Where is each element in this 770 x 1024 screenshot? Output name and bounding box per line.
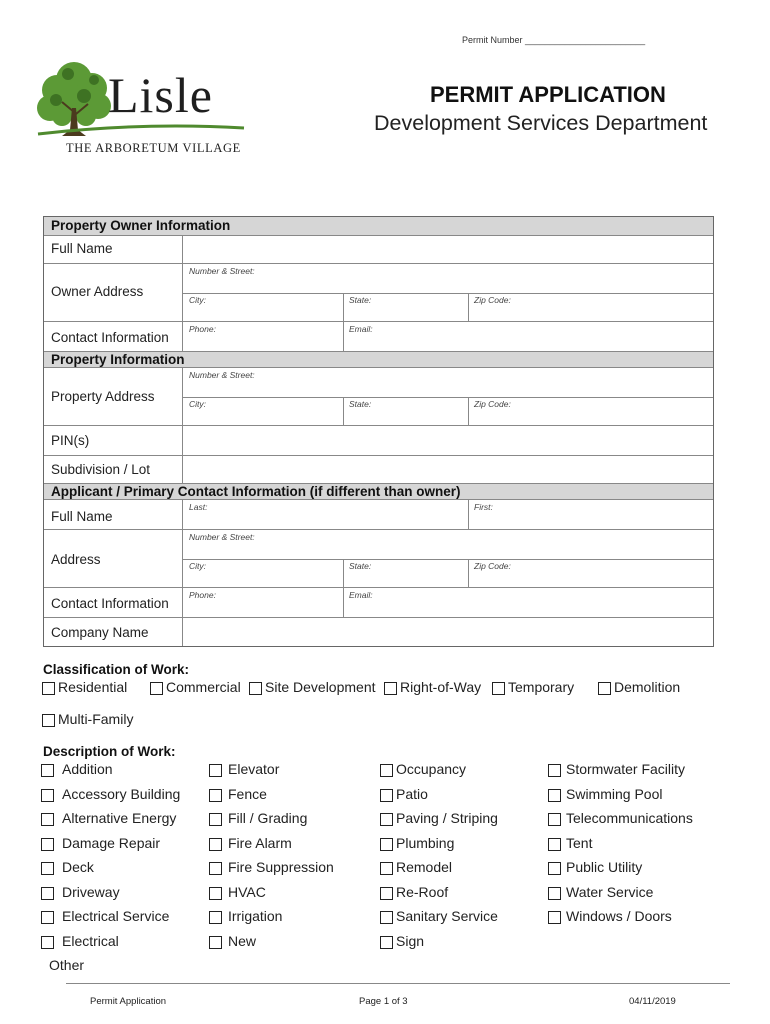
footer-divider <box>66 983 730 984</box>
checkbox-label-fill-grading: Fill / Grading <box>228 810 308 826</box>
state-sublabel: State: <box>349 399 372 409</box>
applicant-full-name-row <box>44 499 713 529</box>
checkbox-accessory-building[interactable] <box>41 789 54 802</box>
email-sublabel: Email: <box>349 590 373 600</box>
checkbox-label-hvac: HVAC <box>228 884 266 900</box>
checkbox-site-development[interactable] <box>249 682 262 695</box>
checkbox-label-windows-doors: Windows / Doors <box>566 908 672 924</box>
owner-full-name-input[interactable] <box>182 236 713 263</box>
checkbox-label-occupancy: Occupancy <box>396 761 467 777</box>
checkbox-label-remodel: Remodel <box>396 859 453 875</box>
footer-date: 04/11/2019 <box>629 996 676 1007</box>
email-sublabel: Email: <box>349 324 373 334</box>
owner-contact-label: Contact Information <box>51 330 169 345</box>
street-sublabel: Number & Street: <box>189 370 255 380</box>
section-owner-info: Property Owner Information <box>44 217 713 235</box>
property-address-row <box>44 367 713 425</box>
street-sublabel: Number & Street: <box>189 532 255 542</box>
checkbox-demolition[interactable] <box>598 682 611 695</box>
checkbox-label-new: New <box>228 933 257 949</box>
checkbox-addition[interactable] <box>41 764 54 777</box>
footer-page-number: Page 1 of 3 <box>359 996 408 1007</box>
checkbox-new[interactable] <box>209 936 222 949</box>
checkbox-label-residential: Residential <box>58 679 128 695</box>
street-sublabel: Number & Street: <box>189 266 255 276</box>
owner-address-label: Owner Address <box>51 284 144 299</box>
checkbox-label-addition: Addition <box>62 761 113 777</box>
logo-tagline: THE ARBORETUM VILLAGE <box>66 141 241 155</box>
logo-wordmark: Lisle <box>108 67 213 123</box>
applicant-city-state-zip <box>182 559 713 588</box>
checkbox-label-damage-repair: Damage Repair <box>62 835 161 851</box>
checkbox-windows-doors[interactable] <box>548 911 561 924</box>
checkbox-electrical-service[interactable] <box>41 911 54 924</box>
checkbox-label-elevator: Elevator <box>228 761 280 777</box>
description-title: Description of Work: <box>43 744 176 759</box>
checkbox-fence[interactable] <box>209 789 222 802</box>
checkbox-label-telecommunications: Telecommunications <box>566 810 693 826</box>
checkbox-multi-family[interactable] <box>42 714 55 727</box>
checkbox-deck[interactable] <box>41 862 54 875</box>
checkbox-water-service[interactable] <box>548 887 561 900</box>
pins-row <box>44 425 713 455</box>
classification-title: Classification of Work: <box>43 662 190 677</box>
property-street-input[interactable] <box>182 368 713 397</box>
checkbox-label-fire-suppression: Fire Suppression <box>228 859 334 875</box>
checkbox-label-electrical-service: Electrical Service <box>62 908 170 924</box>
other-label: Other <box>49 957 85 973</box>
checkbox-label-patio: Patio <box>396 786 428 802</box>
applicant-contact-row <box>44 587 713 617</box>
checkbox-plumbing[interactable] <box>380 838 393 851</box>
checkbox-swimming-pool[interactable] <box>548 789 561 802</box>
state-sublabel: State: <box>349 295 372 305</box>
owner-full-name-row <box>44 235 713 263</box>
page-title: PERMIT APPLICATION <box>430 82 666 107</box>
checkbox-label-swimming-pool: Swimming Pool <box>566 786 663 802</box>
section-property-info: Property Information <box>44 351 713 367</box>
checkbox-alternative-energy[interactable] <box>41 813 54 826</box>
checkbox-label-re-roof: Re-Roof <box>396 884 449 900</box>
checkbox-label-temporary: Temporary <box>508 679 575 695</box>
checkbox-commercial[interactable] <box>150 682 163 695</box>
owner-phone-email[interactable] <box>182 322 713 351</box>
checkbox-label-driveway: Driveway <box>62 884 120 900</box>
permit-form-table <box>43 216 714 647</box>
page-subtitle: Development Services Department <box>374 111 708 135</box>
footer-doc-name: Permit Application <box>90 996 167 1007</box>
applicant-phone-email[interactable] <box>182 588 713 617</box>
checkbox-paving-striping[interactable] <box>380 813 393 826</box>
checkbox-label-irrigation: Irrigation <box>228 908 283 924</box>
checkbox-public-utility[interactable] <box>548 862 561 875</box>
checkbox-elevator[interactable] <box>209 764 222 777</box>
state-sublabel: State: <box>349 561 372 571</box>
checkbox-residential[interactable] <box>42 682 55 695</box>
checkbox-remodel[interactable] <box>380 862 393 875</box>
checkbox-fire-alarm[interactable] <box>209 838 222 851</box>
zip-sublabel: Zip Code: <box>474 399 511 409</box>
permit-number-field[interactable]: Permit Number ________________________ <box>462 35 646 45</box>
company-name-input[interactable] <box>182 618 713 646</box>
checkbox-label-site-development: Site Development <box>265 679 376 695</box>
checkbox-label-sanitary-service: Sanitary Service <box>396 908 498 924</box>
last-sublabel: Last: <box>189 502 208 512</box>
checkbox-label-electrical: Electrical <box>62 933 119 949</box>
checkbox-label-commercial: Commercial <box>166 679 241 695</box>
checkbox-temporary[interactable] <box>492 682 505 695</box>
owner-contact-row <box>44 321 713 351</box>
subdivision-row <box>44 455 713 483</box>
city-sublabel: City: <box>189 561 206 571</box>
subdivision-label: Subdivision / Lot <box>51 462 151 477</box>
section-applicant-info: Applicant / Primary Contact Information (if different than owner) <box>44 483 713 499</box>
owner-street-input[interactable] <box>182 264 713 293</box>
village-logo <box>32 52 252 160</box>
checkbox-label-accessory-building: Accessory Building <box>62 786 181 802</box>
checkbox-label-demolition: Demolition <box>614 679 681 695</box>
checkbox-label-paving-striping: Paving / Striping <box>396 810 498 826</box>
phone-sublabel: Phone: <box>189 590 216 600</box>
checkbox-electrical[interactable] <box>41 936 54 949</box>
checkbox-label-right-of-way: Right-of-Way <box>400 679 482 695</box>
company-name-label: Company Name <box>51 625 149 640</box>
company-name-row <box>44 617 713 646</box>
checkbox-re-roof[interactable] <box>380 887 393 900</box>
checkbox-label-multi-family: Multi-Family <box>58 711 134 727</box>
checkbox-label-tent: Tent <box>566 835 593 851</box>
city-sublabel: City: <box>189 399 206 409</box>
applicant-street-input[interactable] <box>182 530 713 559</box>
applicant-name-input[interactable] <box>182 500 713 529</box>
property-city-state-zip <box>182 397 713 426</box>
owner-full-name-label: Full Name <box>51 241 113 256</box>
checkbox-label-water-service: Water Service <box>566 884 654 900</box>
checkbox-label-plumbing: Plumbing <box>396 835 455 851</box>
owner-address-row <box>44 263 713 321</box>
checkbox-label-deck: Deck <box>62 859 94 875</box>
pins-input[interactable] <box>182 426 713 455</box>
city-sublabel: City: <box>189 295 206 305</box>
checkbox-driveway[interactable] <box>41 887 54 900</box>
zip-sublabel: Zip Code: <box>474 561 511 571</box>
checkbox-stormwater-facility[interactable] <box>548 764 561 777</box>
applicant-address-row <box>44 529 713 587</box>
first-sublabel: First: <box>474 502 493 512</box>
checkbox-label-fence: Fence <box>228 786 267 802</box>
pins-label: PIN(s) <box>51 433 90 448</box>
checkbox-label-stormwater-facility: Stormwater Facility <box>566 761 686 777</box>
checkbox-irrigation[interactable] <box>209 911 222 924</box>
checkbox-sanitary-service[interactable] <box>380 911 393 924</box>
checkbox-telecommunications[interactable] <box>548 813 561 826</box>
subdivision-input[interactable] <box>182 456 713 483</box>
applicant-address-label: Address <box>51 552 101 567</box>
checkbox-hvac[interactable] <box>209 887 222 900</box>
checkbox-fire-suppression[interactable] <box>209 862 222 875</box>
checkbox-sign[interactable] <box>380 936 393 949</box>
phone-sublabel: Phone: <box>189 324 216 334</box>
checkbox-tent[interactable] <box>548 838 561 851</box>
checkbox-label-public-utility: Public Utility <box>566 859 643 875</box>
applicant-full-name-label: Full Name <box>51 509 113 524</box>
checkbox-occupancy[interactable] <box>380 764 393 777</box>
owner-city-state-zip <box>182 293 713 322</box>
checkbox-label-sign: Sign <box>396 933 425 949</box>
checkbox-damage-repair[interactable] <box>41 838 54 851</box>
checkbox-label-alternative-energy: Alternative Energy <box>62 810 177 826</box>
applicant-contact-label: Contact Information <box>51 596 169 611</box>
checkbox-label-fire-alarm: Fire Alarm <box>228 835 292 851</box>
checkbox-right-of-way[interactable] <box>384 682 397 695</box>
checkbox-patio[interactable] <box>380 789 393 802</box>
zip-sublabel: Zip Code: <box>474 295 511 305</box>
property-address-label: Property Address <box>51 389 155 404</box>
checkbox-fill-grading[interactable] <box>209 813 222 826</box>
